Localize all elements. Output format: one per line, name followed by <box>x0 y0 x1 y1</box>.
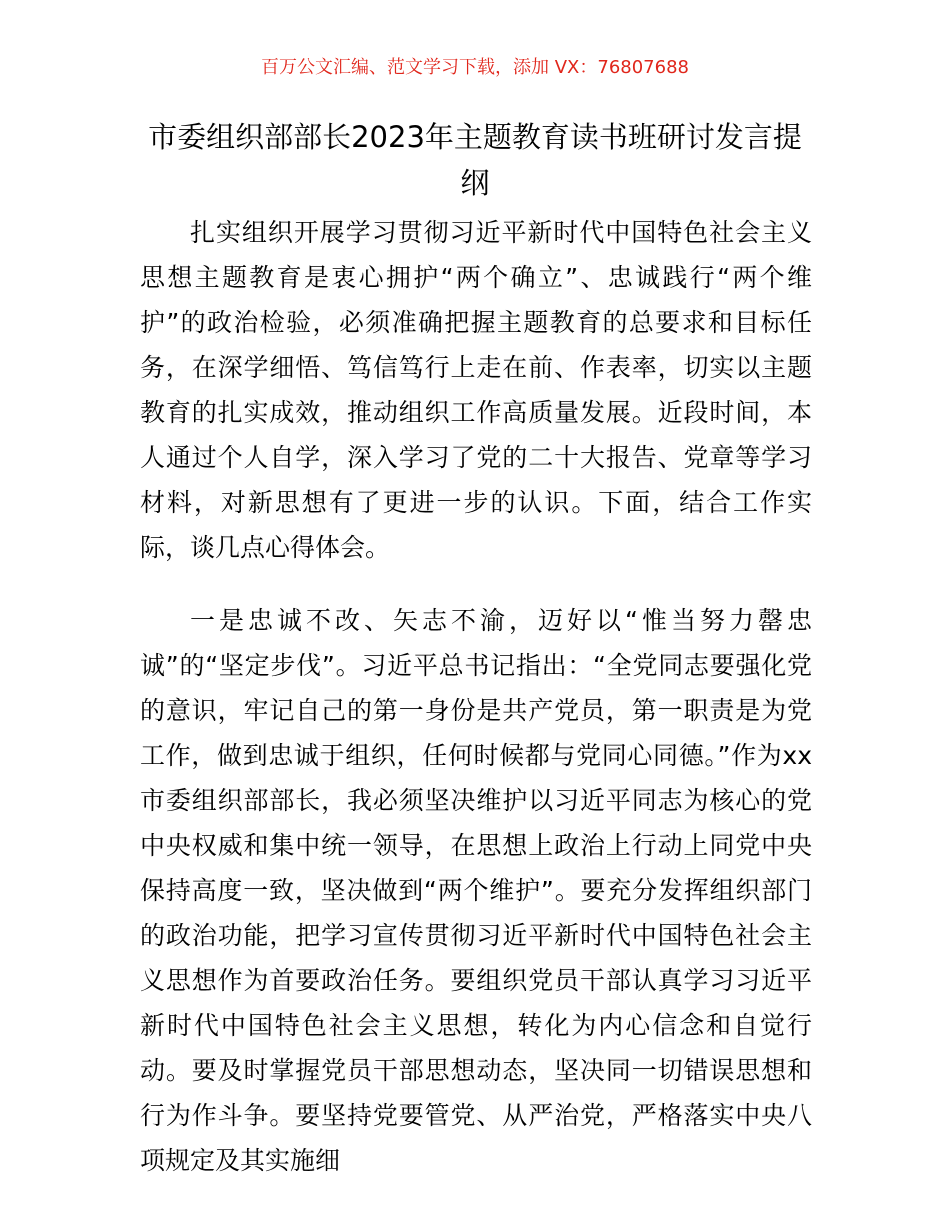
point-one-paragraph: 一是忠诚不改、矢志不渝，迈好以“惟当努力罄忠诚”的“坚定步伐”。习近平总书记指出：“全党同志要强化党的意识，牢记自己的第一身份是共产党员，第一职责是为党工作，做到忠诚于组织，任何时候都与党同心同德。”作为xx市委组织部部长，我必须坚决维护以习近平同志为核心的党中央权威和集中统一领导，在思想上政治上行动上同党中央保持高度一致，坚决做到“两个维护”。要充分发挥组织部门的政治功能，把学习宣传贯彻习近平新时代中国特色社会主义思想作为首要政治任务。要组织党员干部认真学习习近平新时代中国特色社会主义思想，转化为内心信念和自觉行动。要及时掌握党员干部思想动态，坚决同一切错误思想和行为作斗争。要坚持党要管党、从严治党，严格落实中央八项规定及其实施细 <box>140 606 812 1175</box>
header-banner: 百万公文汇编、范文学习下载，添加 VX：76807688 <box>261 57 689 78</box>
document-title: 市委组织部部长2023年主题教育读书班研讨发言提纲 <box>148 120 802 200</box>
document-body <box>140 210 812 1183</box>
intro-paragraph: 扎实组织开展学习贯彻习近平新时代中国特色社会主义思想主题教育是衷心拥护“两个确立”、忠诚践行“两个维护”的政治检验，必须准确把握主题教育的总要求和目标任务，在深学细悟、笃信笃行上走在前、作表率，切实以主题教育的扎实成效，推动组织工作高质量发展。近段时间，本人通过个人自学，深入学习了党的二十大报告、党章等学习材料，对新思想有了更进一步的认识。下面，结合工作实际，谈几点心得体会。 <box>140 218 812 562</box>
